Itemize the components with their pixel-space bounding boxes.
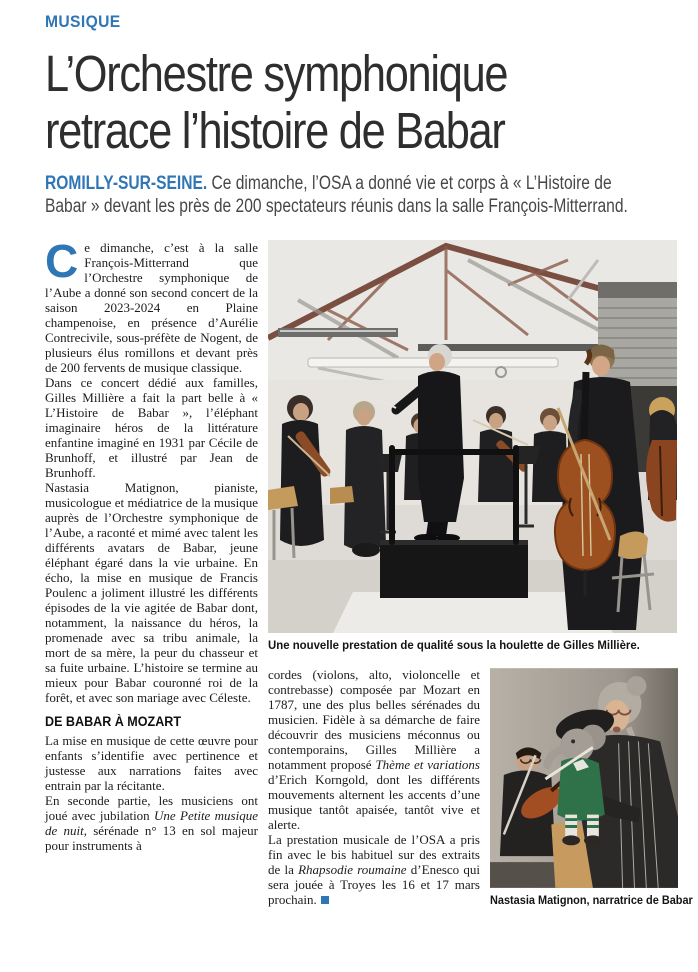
headline-line-2: retrace l’histoire de Babar <box>45 102 505 159</box>
drop-cap: C <box>45 235 79 287</box>
right-area <box>268 240 693 909</box>
narrator-photo <box>490 667 678 889</box>
floor-shadow <box>490 862 559 888</box>
article-headline <box>45 45 677 159</box>
orchestra-photo <box>268 240 677 633</box>
far-right-cellist <box>646 397 677 522</box>
paragraph-1: Ce dimanche, c’est à la salle François-Mitterrand que l’Orchestre symphonique de l’Aube a donné son second concert de la saison 2023-2024 en Plaine champenoise, en présence d’Aurélie Contrecivile, sous-préfète de Nogent, de plusieurs élus romillons et devant près de 200 fervents de musique classique. <box>45 235 258 375</box>
middle-column <box>268 667 480 909</box>
bottom-row <box>268 667 693 909</box>
lede-line-1 <box>45 172 685 195</box>
paragraph-6: cordes (violons, alto, violoncelle et contrebasse) composée par Mozart en 1787, une des plus belles sérénades du musicien. Fidèle à sa démarche de faire découvrir des musiciens méconnus ou contemporains, Gilles Millière a notamment proposé Thème et variations d’Erich Korngold, dont les différents mouvements alternent les accents d’une musique tantôt apaisée, tantôt vive et alerte. <box>268 667 480 832</box>
end-of-article-marker <box>321 896 329 904</box>
narrator-photo-block <box>490 667 693 909</box>
article-lede <box>45 172 685 218</box>
paragraph-4: La mise en musique de cette œuvre pour enfants s’identifie avec pertinence et justesse aux narrations faites avec entrain par la récitante. <box>45 733 258 793</box>
lede-text-1: Ce dimanche, l’OSA a donné vie et corps à « L’Histoire de <box>207 173 612 194</box>
narrator-photo-caption: Nastasia Matignon, narratrice de Babar <box>490 895 693 907</box>
paragraph-5: En seconde partie, les musiciens ont joué avec jubilation Une Petite musique de nuit, sérénade n° 13 en sol majeur pour instruments à <box>45 793 258 853</box>
section-kicker: MUSIQUE <box>45 12 121 31</box>
orchestra-photo-caption: Une nouvelle prestation de qualité sous la houlette de Gilles Millière. <box>268 638 640 652</box>
paragraph-2: Dans ce concert dédié aux familles, Gilles Millière a fait la part belle à « L’Histoire de Babar », l’éléphant imaginaire héros de la littérature enfantine imaginé en 1931 par Cécile de Brunhoff, et illustré par Jean de Brunhoff. <box>45 375 258 480</box>
article-body <box>45 235 693 909</box>
paragraph-3: Nastasia Matignon, pianiste, musicologue et médiatrice de la musique auprès de l’Orchestre symphonique de l’Aube, a raconté et mimé avec talent les différents avatars de Babar, jeune éléphant égaré dans la vie urbaine. En écho, la mise en musique de Francis Poulenc a joliment illustré les différents épisodes de la vie agitée de Babar dont, notamment, la naissance du héros, la promenade avec sa tribu animale, la mort de sa mère, la peur du chasseur et sa fuite urbaine. L’histoire se termine au mieux pour Babar couronné roi de la forêt, et avec son mariage avec Céleste. <box>45 480 258 705</box>
lede-location: ROMILLY-SUR-SEINE. <box>45 173 208 194</box>
headline-line-1: L’Orchestre symphonique <box>45 45 508 102</box>
subhead: DE BABAR À MOZART <box>45 714 182 729</box>
left-column <box>45 235 258 909</box>
lede-line-2: Babar » devant les près de 200 spectateurs réunis dans la salle François-Mitterrand. <box>45 196 628 217</box>
paragraph-7: La prestation musicale de l’OSA a pris fin avec le bis habituel sur des extraits de la Rhapsodie roumaine d’Enesco qui sera jouée à Troyes les 16 et 17 mars prochain. <box>268 832 481 907</box>
